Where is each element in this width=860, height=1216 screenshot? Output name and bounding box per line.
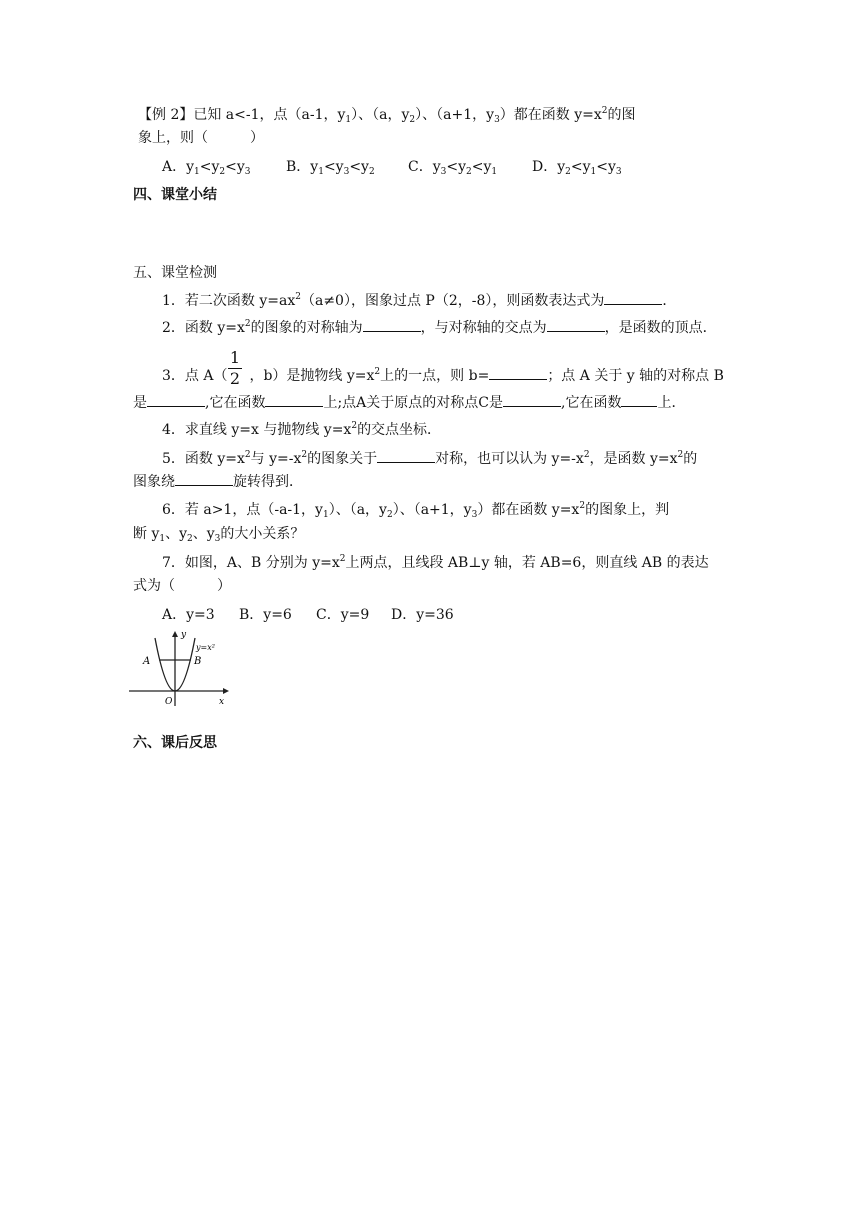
example2-line1: 【例 2】已知 a<-1，点（a-1，$y_1$）、（a，$y_2$）、（a+1，$y_3$）都在函数 $y=x^2$的图 — [138, 106, 636, 125]
fraction-half: 1 2 — [229, 348, 241, 388]
question-4: 4．求直线 y=x 与抛物线 $y=x^2$的交点坐标． — [162, 421, 442, 438]
x-axis-label: x — [219, 697, 225, 707]
option-d: D．$y_2<y_1<y_3$ — [532, 159, 622, 177]
section4-title: 四、课堂小结 — [133, 187, 217, 203]
question-5-line1: 5．函数 $y=x^2$与 $y=-x^2$的图象关于 对称，也可以认为 $y=-x^2$，是函数 $y=x^2$的 — [162, 450, 698, 467]
point-b-label: B — [194, 656, 202, 667]
section6-title: 六、课后反思 — [133, 735, 217, 751]
q7-option-a: A．y=3 — [162, 607, 215, 623]
y-axis-arrow — [172, 631, 178, 637]
question-7-options — [162, 605, 454, 625]
option-a: A．$y_1<y_2<y_3$ — [162, 159, 251, 177]
option-c: C．$y_3<y_2<y_1$ — [408, 159, 498, 177]
example2-line2: 象上，则（ ） — [138, 130, 264, 146]
example2-options — [162, 157, 622, 177]
question-1: 1．若二次函数 $y=ax^2(a\ne 0)$，图象过点 P（2，-8），则函数表达式为 ． — [162, 292, 677, 309]
question-6-line1: 6．若 a>1，点（-a-1，$y_1$）、（a，$y_2$）、（a+1，$y_3$）都在函数 $y=x^2$的图象上，判 — [162, 501, 670, 520]
x-axis-arrow — [223, 688, 229, 694]
question-7-line1: 7．如图，A、B 分别为 $y=x^2$上两点，且线段 AB⊥y 轴，若 AB=6，则直线 AB 的表达 — [162, 554, 709, 571]
q7-option-b: B．y=6 — [239, 607, 292, 623]
section5-title: 五、课堂检测 — [133, 265, 217, 281]
q7-option-d: D．y=36 — [391, 607, 454, 623]
option-b: B．$y_1<y_3<y_2$ — [286, 159, 375, 177]
question-7-line2: 式为（ ） — [133, 578, 231, 594]
y-axis-label: y — [181, 630, 187, 640]
question-2: 2．函数 $y=x^2$的图象的对称轴为 ，与对称轴的交点为 ，是函数的顶点． — [162, 319, 717, 336]
question-3-line1: 3．点 A（ ，b）是抛物线 $y=x^2$上的一点，则 b= ；点 A 关于 y 轴的对称点 B — [162, 367, 724, 384]
question-3-line2: 是 ,它在函数 上;点A关于原点的对称点C是 ,它在函数 上． — [133, 392, 685, 413]
curve-label: y=x² — [196, 643, 215, 652]
question-5-line2: 图象绕 旋转得到． — [133, 471, 303, 492]
point-a-label: A — [143, 656, 151, 667]
q7-option-c: C．y=9 — [316, 607, 370, 623]
origin-label: O — [165, 697, 173, 707]
question-6-line2: 断 $y_1$、$y_2$、$y_3$的大小关系？ — [133, 526, 305, 544]
parabola-figure — [125, 628, 235, 710]
